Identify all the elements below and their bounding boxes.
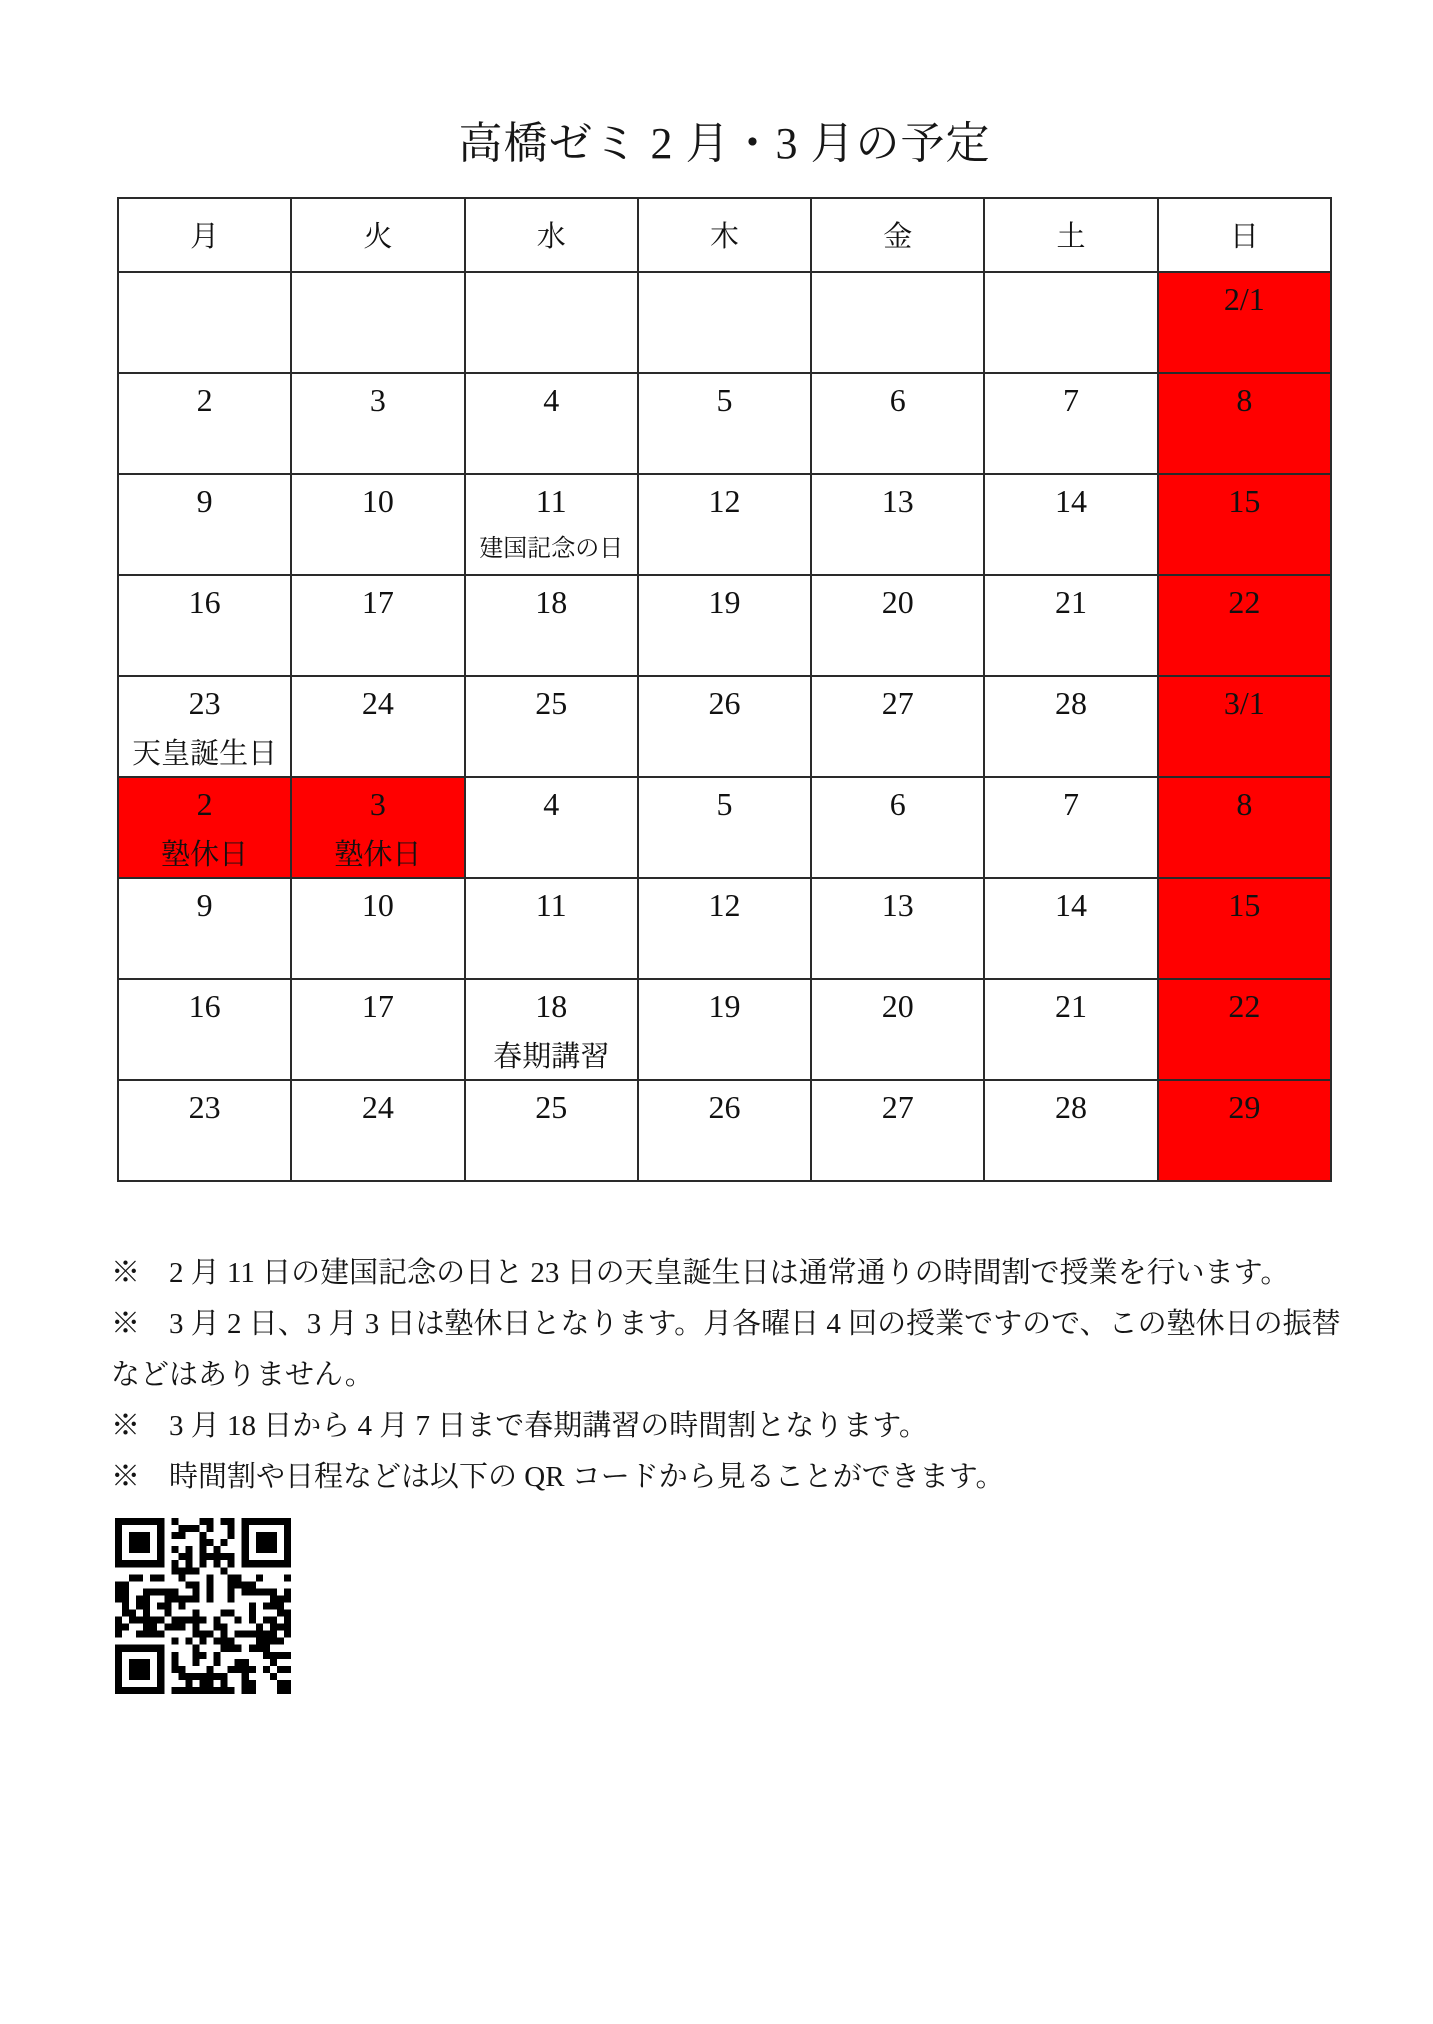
calendar-day-cell bbox=[638, 373, 811, 474]
day-number: 28 bbox=[1055, 1088, 1088, 1125]
calendar-day-cell bbox=[638, 272, 811, 373]
day-annotation: 天皇誕生日 bbox=[132, 737, 278, 770]
calendar-day-cell bbox=[984, 979, 1157, 1080]
day-number: 2 bbox=[196, 381, 213, 418]
calendar-day-cell bbox=[811, 676, 984, 777]
calendar-header bbox=[118, 198, 1331, 272]
calendar-day-cell bbox=[291, 272, 464, 373]
day-number: 22 bbox=[1228, 987, 1261, 1024]
day-number: 20 bbox=[881, 583, 914, 620]
calendar-day-cell bbox=[984, 878, 1157, 979]
day-number: 26 bbox=[708, 684, 741, 721]
calendar-day-cell bbox=[1158, 373, 1331, 474]
note-item: ※ 2 月 11 日の建国記念の日と 23 日の天皇誕生日は通常通りの時間割で授業を行います。 bbox=[111, 1256, 1290, 1289]
calendar-day-cell bbox=[118, 878, 291, 979]
day-number: 3 bbox=[369, 785, 386, 822]
day-number: 28 bbox=[1055, 684, 1088, 721]
calendar-day-cell bbox=[984, 676, 1157, 777]
day-number: 20 bbox=[881, 987, 914, 1024]
day-number: 23 bbox=[188, 684, 221, 721]
day-number: 14 bbox=[1055, 482, 1088, 519]
day-number: 9 bbox=[196, 886, 213, 923]
note-item: ※ 3 月 2 日、3 月 3 日は塾休日となります。月各曜日 4 回の授業ですので、この塾休日の振替などはありません。 bbox=[111, 1307, 1341, 1391]
calendar-day-cell bbox=[638, 676, 811, 777]
calendar-day-cell bbox=[118, 272, 291, 373]
day-number: 16 bbox=[188, 987, 221, 1024]
day-number: 3/1 bbox=[1223, 684, 1265, 721]
qr-code bbox=[115, 1517, 291, 1695]
note-item: ※ 時間割や日程などは以下の QR コードから見ることができます。 bbox=[111, 1460, 1005, 1493]
day-number: 8 bbox=[1236, 785, 1253, 822]
weekday-header-cell: 金 bbox=[811, 198, 984, 272]
calendar-day-cell bbox=[291, 676, 464, 777]
calendar-day-cell bbox=[638, 777, 811, 878]
calendar-day-cell bbox=[811, 575, 984, 676]
calendar-day-cell bbox=[465, 676, 638, 777]
calendar-day-cell bbox=[1158, 979, 1331, 1080]
calendar-week-row bbox=[118, 272, 1331, 373]
calendar-day-cell bbox=[118, 474, 291, 575]
calendar-day-cell bbox=[984, 1080, 1157, 1181]
day-number: 4 bbox=[543, 785, 560, 822]
document-content bbox=[111, 0, 1341, 1695]
calendar-day-cell bbox=[984, 474, 1157, 575]
calendar-day-cell bbox=[1158, 575, 1331, 676]
calendar-day-cell bbox=[465, 474, 638, 575]
calendar-day-cell bbox=[1158, 676, 1331, 777]
calendar-day-cell bbox=[465, 979, 638, 1080]
calendar-day-cell bbox=[811, 373, 984, 474]
day-number: 23 bbox=[188, 1088, 221, 1125]
page-title: 高橋ゼミ 2 月・3 月の予定 bbox=[458, 119, 991, 168]
day-number: 5 bbox=[716, 381, 733, 418]
calendar-day-cell bbox=[638, 979, 811, 1080]
calendar-day-cell bbox=[638, 878, 811, 979]
day-number: 15 bbox=[1228, 886, 1261, 923]
day-number: 5 bbox=[716, 785, 733, 822]
day-number: 21 bbox=[1055, 987, 1088, 1024]
calendar-day-cell bbox=[291, 373, 464, 474]
calendar-day-cell bbox=[118, 1080, 291, 1181]
day-number: 22 bbox=[1228, 583, 1261, 620]
calendar-day-cell bbox=[811, 474, 984, 575]
day-number: 27 bbox=[881, 684, 914, 721]
day-number: 17 bbox=[361, 583, 394, 620]
calendar-day-cell bbox=[118, 979, 291, 1080]
calendar-day-cell bbox=[638, 575, 811, 676]
day-number: 18 bbox=[535, 987, 568, 1024]
calendar-day-cell bbox=[984, 272, 1157, 373]
day-annotation: 塾休日 bbox=[161, 838, 249, 871]
day-annotation: 建国記念の日 bbox=[479, 535, 624, 562]
day-number: 2/1 bbox=[1223, 280, 1265, 317]
calendar-day-cell bbox=[291, 575, 464, 676]
weekday-header-row bbox=[118, 198, 1331, 272]
day-number: 17 bbox=[361, 987, 394, 1024]
calendar-day-cell bbox=[465, 272, 638, 373]
calendar-day-cell bbox=[984, 777, 1157, 878]
calendar-day-cell bbox=[465, 575, 638, 676]
day-number: 6 bbox=[889, 785, 906, 822]
calendar-week-row bbox=[118, 474, 1331, 575]
day-number: 9 bbox=[196, 482, 213, 519]
day-number: 21 bbox=[1055, 583, 1088, 620]
note-item: ※ 3 月 18 日から 4 月 7 日まで春期講習の時間割となります。 bbox=[111, 1409, 928, 1442]
calendar-day-cell bbox=[811, 979, 984, 1080]
calendar-day-cell bbox=[291, 979, 464, 1080]
calendar-day-cell bbox=[118, 373, 291, 474]
day-number: 3 bbox=[369, 381, 386, 418]
calendar-day-cell bbox=[465, 777, 638, 878]
calendar-day-cell bbox=[811, 1080, 984, 1181]
calendar-day-cell bbox=[1158, 474, 1331, 575]
calendar-day-cell bbox=[1158, 1080, 1331, 1181]
day-number: 11 bbox=[535, 886, 567, 923]
calendar-table bbox=[117, 197, 1332, 1182]
weekday-header-cell: 日 bbox=[1158, 198, 1331, 272]
calendar-day-cell bbox=[291, 878, 464, 979]
calendar-week-row bbox=[118, 878, 1331, 979]
weekday-header-cell: 木 bbox=[638, 198, 811, 272]
calendar-day-cell bbox=[118, 575, 291, 676]
day-number: 16 bbox=[188, 583, 221, 620]
day-number: 14 bbox=[1055, 886, 1088, 923]
day-number: 19 bbox=[708, 987, 741, 1024]
calendar-day-cell bbox=[1158, 272, 1331, 373]
calendar-day-cell bbox=[118, 777, 291, 878]
calendar-day-cell bbox=[811, 777, 984, 878]
day-annotation: 春期講習 bbox=[493, 1040, 610, 1073]
day-number: 25 bbox=[535, 1088, 568, 1125]
calendar-day-cell bbox=[291, 777, 464, 878]
day-number: 13 bbox=[881, 482, 914, 519]
weekday-header-cell: 火 bbox=[291, 198, 464, 272]
calendar-day-cell bbox=[291, 1080, 464, 1181]
calendar-day-cell bbox=[984, 373, 1157, 474]
calendar-day-cell bbox=[465, 1080, 638, 1181]
weekday-header-cell: 水 bbox=[465, 198, 638, 272]
notes-section bbox=[111, 1248, 1363, 1503]
calendar-day-cell bbox=[1158, 878, 1331, 979]
calendar-week-row bbox=[118, 979, 1331, 1080]
calendar-week-row bbox=[118, 777, 1331, 878]
day-number: 29 bbox=[1228, 1088, 1261, 1125]
day-number: 8 bbox=[1236, 381, 1253, 418]
calendar-body bbox=[118, 272, 1331, 1181]
weekday-header-cell: 土 bbox=[984, 198, 1157, 272]
calendar-week-row bbox=[118, 373, 1331, 474]
calendar-day-cell bbox=[811, 272, 984, 373]
calendar-day-cell bbox=[465, 878, 638, 979]
calendar-day-cell bbox=[638, 474, 811, 575]
day-number: 19 bbox=[708, 583, 741, 620]
calendar-day-cell bbox=[1158, 777, 1331, 878]
calendar-week-row bbox=[118, 676, 1331, 777]
calendar-day-cell bbox=[291, 474, 464, 575]
weekday-header-cell: 月 bbox=[118, 198, 291, 272]
day-number: 12 bbox=[708, 886, 741, 923]
calendar-day-cell bbox=[465, 373, 638, 474]
calendar-day-cell bbox=[811, 878, 984, 979]
day-number: 2 bbox=[196, 785, 213, 822]
day-number: 4 bbox=[543, 381, 560, 418]
day-number: 26 bbox=[708, 1088, 741, 1125]
day-number: 7 bbox=[1063, 381, 1080, 418]
calendar-day-cell bbox=[984, 575, 1157, 676]
day-number: 10 bbox=[361, 482, 394, 519]
calendar-day-cell bbox=[638, 1080, 811, 1181]
day-number: 11 bbox=[535, 482, 567, 519]
day-number: 12 bbox=[708, 482, 741, 519]
day-number: 25 bbox=[535, 684, 568, 721]
calendar-week-row bbox=[118, 575, 1331, 676]
day-annotation: 塾休日 bbox=[334, 838, 422, 871]
day-number: 6 bbox=[889, 381, 906, 418]
day-number: 27 bbox=[881, 1088, 914, 1125]
day-number: 10 bbox=[361, 886, 394, 923]
calendar-week-row bbox=[118, 1080, 1331, 1181]
day-number: 24 bbox=[361, 684, 394, 721]
calendar-day-cell bbox=[118, 676, 291, 777]
day-number: 7 bbox=[1063, 785, 1080, 822]
day-number: 18 bbox=[535, 583, 568, 620]
day-number: 15 bbox=[1228, 482, 1261, 519]
day-number: 13 bbox=[881, 886, 914, 923]
day-number: 24 bbox=[361, 1088, 394, 1125]
